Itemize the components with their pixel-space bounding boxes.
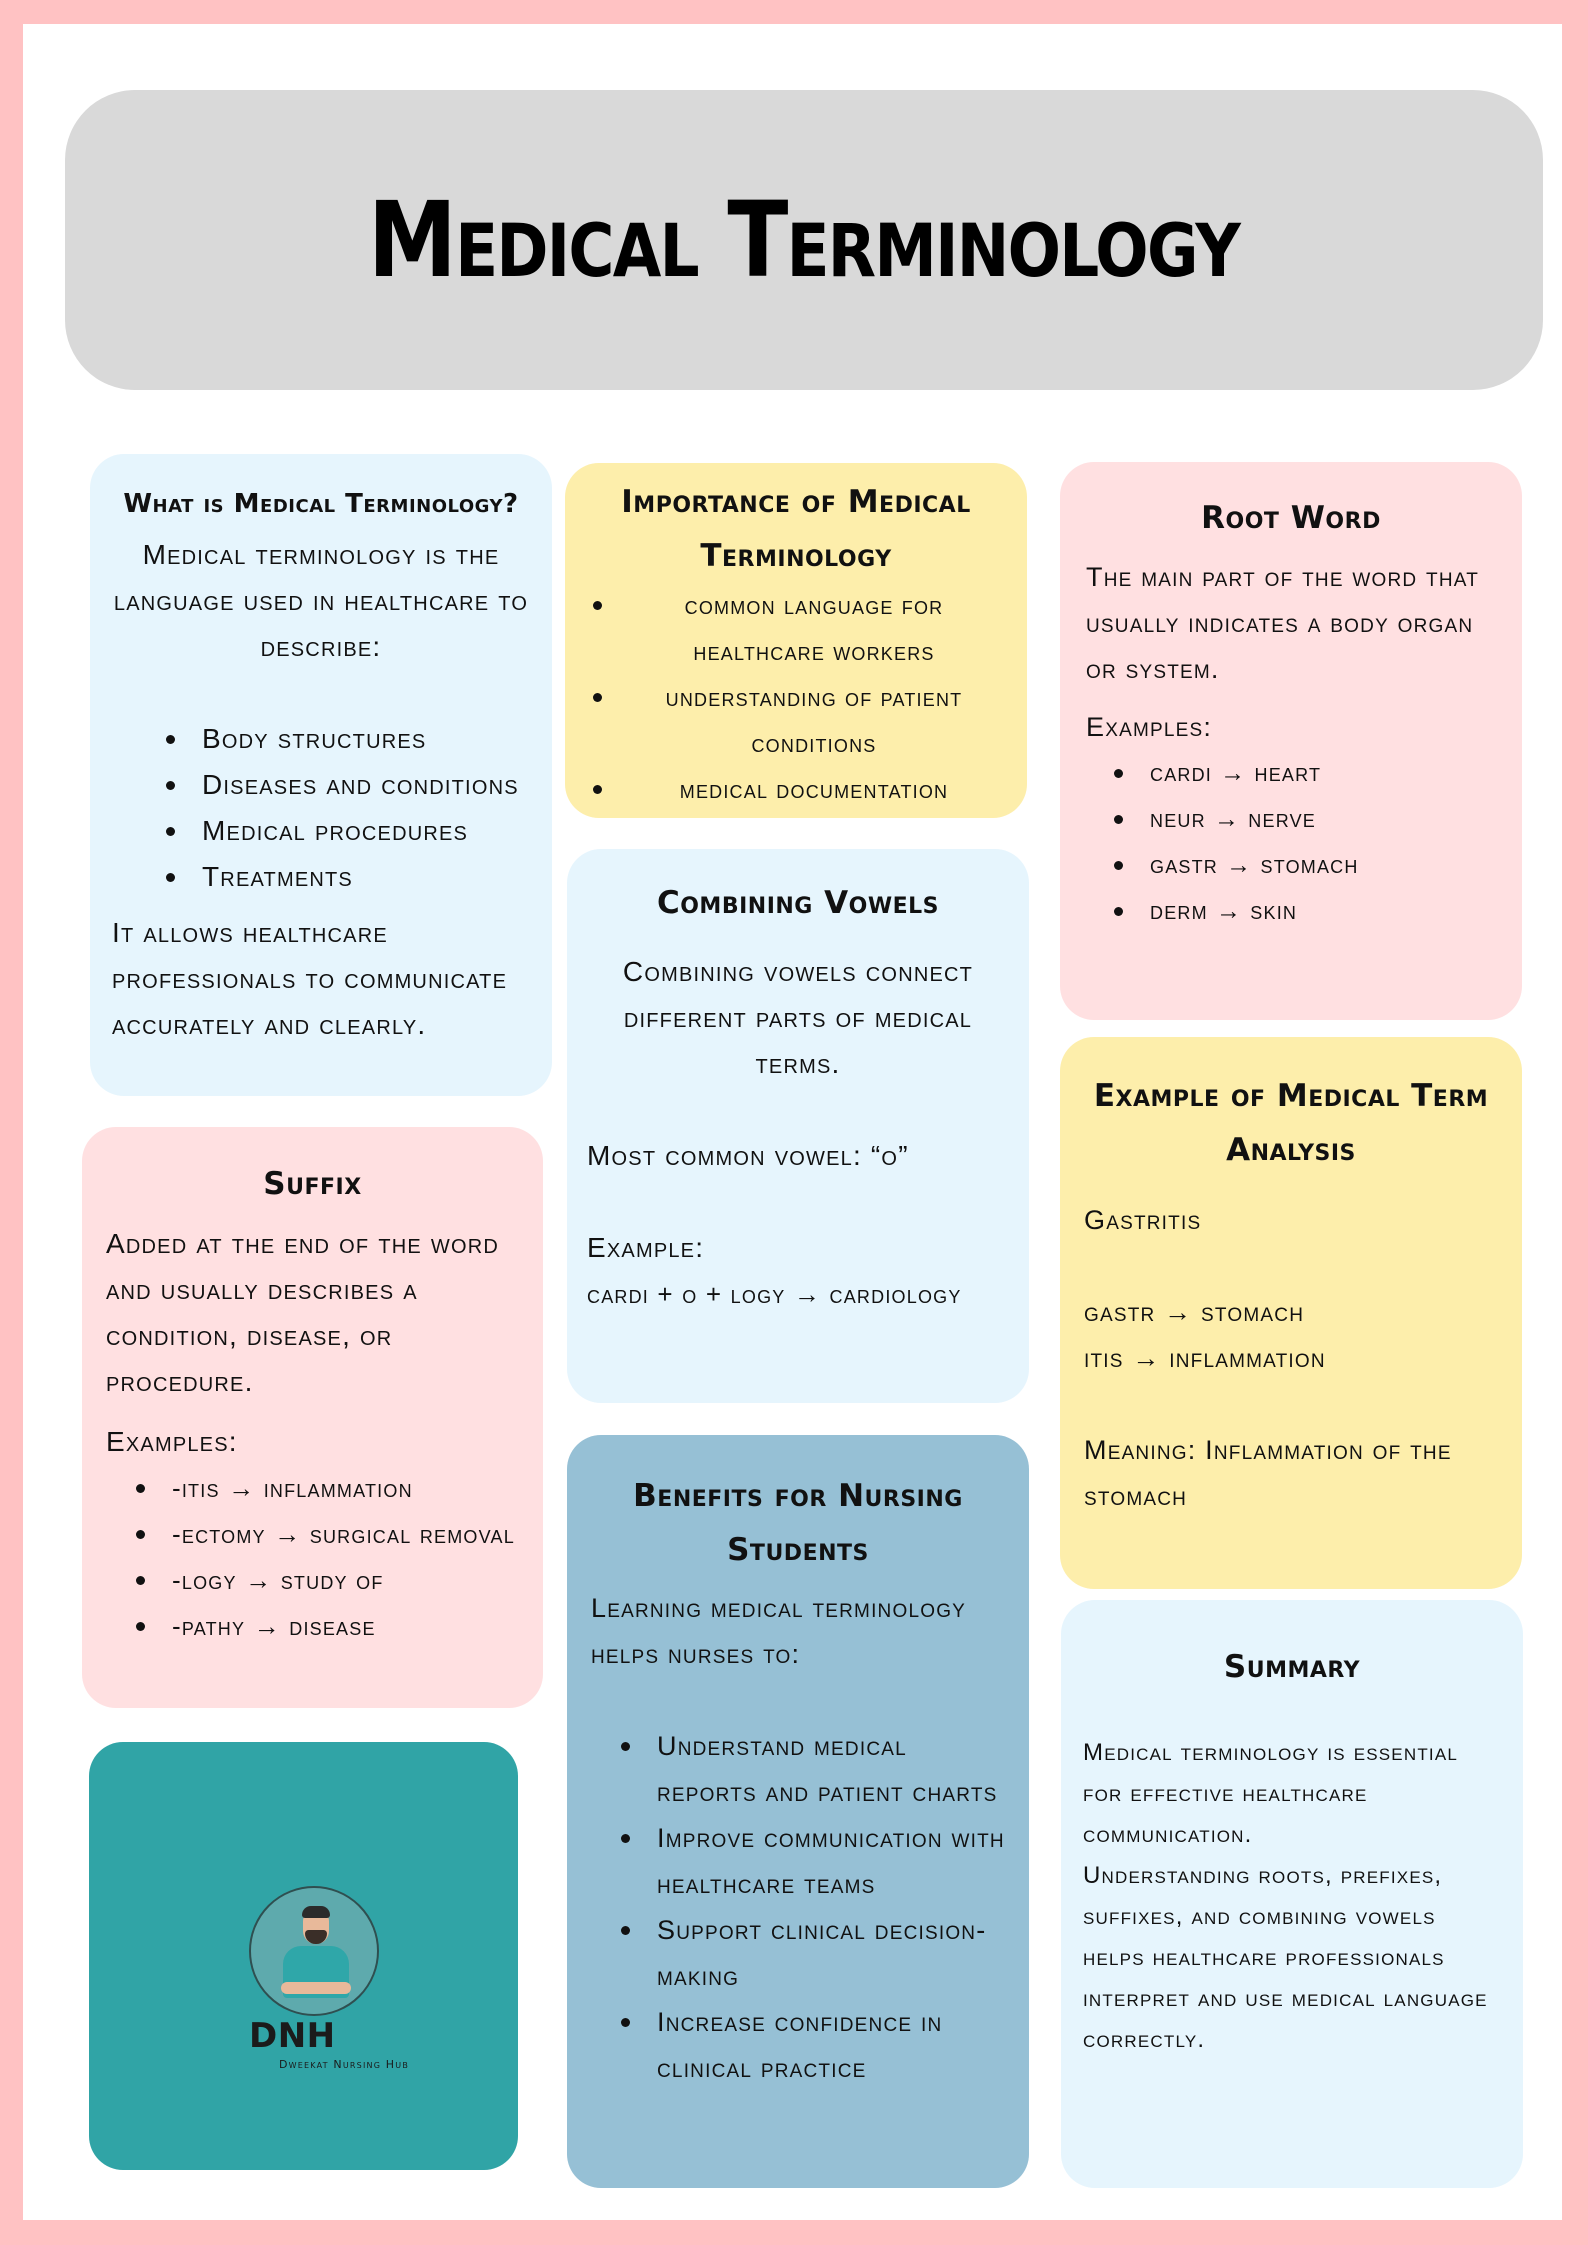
list-item: Diseases and conditions — [166, 762, 530, 808]
card-suffix — [82, 1127, 543, 1708]
title-banner — [65, 90, 1543, 390]
card-heading: What is Medical Terminology? — [123, 489, 519, 519]
list-item: understanding of patient conditions — [593, 675, 999, 767]
list-item: Increase confidence in clinical practice — [621, 1999, 1005, 2091]
list-item: Medical procedures — [166, 808, 530, 854]
card-combining-vowels — [567, 849, 1029, 1403]
example-formula: cardi + o + logy → cardiology — [587, 1279, 962, 1309]
term-part: itis → inflammation — [1084, 1343, 1326, 1373]
card-root-word — [1060, 462, 1522, 1020]
list-item: common language for healthcare workers — [593, 583, 999, 675]
bullet-list — [593, 583, 999, 813]
list-item: Support clinical decision-making — [621, 1907, 1005, 1999]
list-item: Understand medical reports and patient charts — [621, 1723, 1005, 1815]
card-importance — [565, 463, 1027, 818]
examples-label: Examples: — [106, 1426, 238, 1457]
card-term-analysis — [1060, 1037, 1522, 1589]
card-heading: Combining Vowels — [656, 885, 939, 921]
list-item: Body structures — [166, 716, 530, 762]
list-item: cardi → heart — [1114, 750, 1496, 796]
most-common-vowel: Most common vowel: “o” — [587, 1140, 909, 1171]
list-item: Improve communication with healthcare teams — [621, 1815, 1005, 1907]
card-heading: Benefits for Nursing Students — [633, 1478, 963, 1568]
infographic-page — [23, 24, 1562, 2220]
list-item: -logy → study of — [136, 1557, 519, 1603]
summary-text: Medical terminology is essential for effective healthcare communication. — [1083, 1739, 1459, 1848]
card-what-is — [90, 454, 552, 1096]
card-benefits — [567, 1435, 1029, 2188]
card-heading: Example of Medical Term Analysis — [1093, 1078, 1489, 1168]
term-part: gastr → stomach — [1084, 1297, 1305, 1327]
list-item: -itis → inflammation — [136, 1465, 519, 1511]
card-description: Added at the end of the word and usually describes a condition, disease, or procedure. — [106, 1228, 500, 1397]
brand-logo-text: DNH — [249, 2016, 336, 2056]
examples-label: Examples: — [1086, 712, 1213, 742]
list-item: Treatments — [166, 854, 530, 900]
card-description: Combining vowels connect different parts of medical terms. — [622, 956, 974, 1079]
brand-subtitle: Dweekat Nursing Hub — [279, 2058, 410, 2071]
bullet-list — [621, 1723, 1005, 2091]
card-outro: It allows healthcare professionals to communicate accurately and clearly. — [112, 917, 508, 1040]
logo-card — [89, 1742, 518, 2170]
card-heading: Suffix — [263, 1166, 362, 1202]
card-heading: Summary — [1223, 1649, 1361, 1685]
list-item: medical documentation — [593, 767, 999, 813]
bullet-list — [166, 716, 530, 900]
page-title: Medical Terminology — [368, 179, 1240, 301]
card-description: The main part of the word that usually indicates a body organ or system. — [1086, 562, 1480, 684]
card-heading: Root Word — [1201, 500, 1381, 536]
list-item: derm → skin — [1114, 888, 1496, 934]
summary-text: Understanding roots, prefixes, suffixes, and combining vowels helps healthcare professionals interpret and use medical language correctly. — [1083, 1862, 1488, 2053]
list-item: gastr → stomach — [1114, 842, 1496, 888]
term-meaning: Meaning: Inflammation of the stomach — [1084, 1435, 1452, 1511]
example-label: Example: — [587, 1232, 705, 1263]
nurse-avatar-icon — [249, 1886, 379, 2016]
card-intro: Medical terminology is the language used in healthcare to describe: — [113, 539, 529, 662]
list-item: -pathy → disease — [136, 1603, 519, 1649]
card-summary — [1061, 1600, 1523, 2188]
list-item: neur → nerve — [1114, 796, 1496, 842]
term-name: Gastritis — [1084, 1205, 1202, 1235]
bullet-list — [1114, 750, 1496, 934]
card-heading: Importance of Medical Terminology — [621, 484, 971, 574]
card-intro: Learning medical terminology helps nurses to: — [591, 1593, 967, 1669]
list-item: -ectomy → surgical removal — [136, 1511, 519, 1557]
bullet-list — [136, 1465, 519, 1649]
